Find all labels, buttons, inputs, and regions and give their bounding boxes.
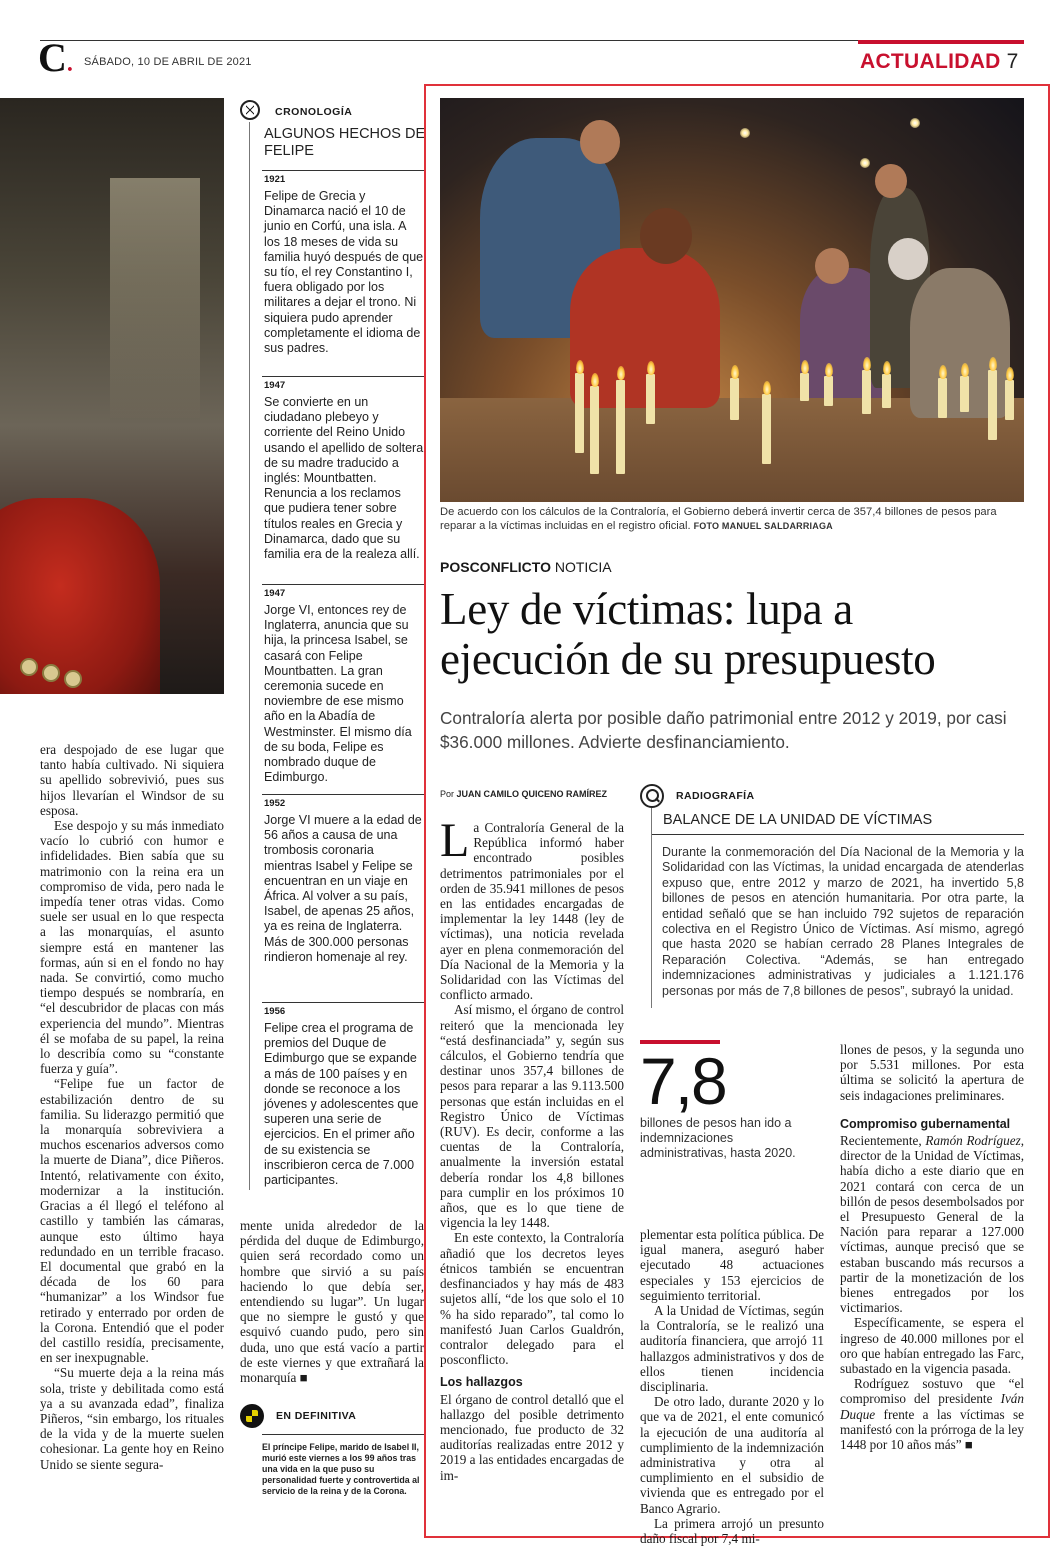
left-paragraph: “Su muerte deja a la reina más sola, triste y debilitada como está ya a su avanzada edad”, finaliza Piñeros, “sin embargo, los rituales de la vida y de la muerte suelen cohesionar. La gente hoy en Reino Unido se siente segura- (40, 1365, 224, 1472)
entry-year: 1947 (262, 376, 424, 395)
article-paragraph: De otro lado, durante 2020 y lo que va de 2021, el ente comunicó la ejecución de una auditoría al cumplimiento de la indemnización administrativa y otra al cumplimiento en el subsidio de vivienda que es entregado por el Banco Agrario. (640, 1394, 824, 1516)
article-paragraph: Así mismo, el órgano de control reiteró que la mencionada ley “está desfinanciada” y, según sus cálculos, el Gobierno tendría que destinar unos 357,4 billones de pesos para reparar a las 9.113.500 personas que están incluidas en el Registro Único de Víctimas (RUV). Es decir, conforme a las cuentas de la Contraloría, anualmente la inversión estatal debería rondar los 4,8 billones para cumplir en los próximos 10 años, que es lo que tiene de vigencia la ley 1448. (440, 1002, 624, 1231)
main-article-column-3 (840, 1042, 1024, 1452)
article-paragraph: Recientemente, Ramón Rodríguez, director de la Unidad de Víctimas, había dicho a este diario que en 2021 contará con cerca de un billón de pesos desembolsados por el Presupuesto General de la Nación para reparar a 127.000 víctimas, aunque precisó que se estaban buscando más recursos a partir de la monetización de los bienes entregados por los victimarios. (840, 1133, 1024, 1316)
entry-text: Jorge VI muere a la edad de 56 años a causa de una trombosis coronaria mientras Isabel y Felipe se encuentran en un viaje en África. Al volver a su país, Isabel, de apenas 25 años, ya es reina de Inglaterra. Más de 300.000 personas rindieron homenaje al rey. (264, 813, 422, 964)
entry-year: 1921 (262, 170, 424, 189)
kicker-section: POSCONFLICTO (440, 559, 551, 575)
article-paragraph: El órgano de control detalló que el hallazgo del posible detrimento mencionado, fue producto de 32 auditorías realizadas entre 2012 y 2019 a las entidades encargadas de im- (440, 1391, 624, 1483)
continuation-paragraph: mente unida alrededor de la pérdida del duque de Edimburgo, quien será recordado como un hombre que sirvió a su país haciendo lo que debía ser, entendiendo su lugar”. Un lugar que no siempre le gustó y que esquivó cuando pudo, pero sin duda, uno que está vacío a partir de este viernes y que extrañará la monarquía ■ (240, 1218, 424, 1386)
photo-caption (440, 505, 1024, 533)
byline (440, 789, 607, 799)
en-definitiva-label: EN DEFINITIVA (276, 1410, 357, 1422)
section-name: ACTUALIDAD (860, 50, 1001, 73)
entry-year: 1956 (262, 1002, 424, 1021)
entry-year: 1952 (262, 794, 424, 813)
main-article-column-1 (440, 814, 624, 1483)
radiografia-label: RADIOGRAFÍA (676, 790, 755, 802)
subtitle-compromiso: Compromiso gubernamental (840, 1116, 1011, 1131)
radiografia-rule (652, 834, 1024, 835)
radiografia-text: Durante la conmemoración del Día Nacional de la Memoria y la Solidaridad con las Víctimas, la unidad encargada de atenderlas expuso que, entre 2012 y marzo de 2021, ha invertido 5,8 billones de pesos en atención humanitaria. Por otra parte, la entidad señaló que se han incluido 792 sujetos de reparación colectiva en el Registro Único de Víctimas. Así mismo, agregó que hasta 2020 se habían cerrado 28 Planes Integrales de Reparación Colectiva. “Además, se han entregado indemnizaciones administrativas y judiciales a 1.121.176 personas por más de 7,8 billones de pesos”, subrayó la unidad. (662, 845, 1024, 998)
stat-description: billones de pesos han ido a indemnizaciones administrativas, hasta 2020. (640, 1116, 796, 1160)
cronologia-entry (262, 584, 424, 785)
page-number: 7 (1006, 50, 1019, 73)
person-name: Ramón Rodríguez (925, 1133, 1021, 1149)
cronologia-entry (262, 794, 424, 965)
byline-prefix: Por (440, 789, 455, 799)
hourglass-icon (240, 100, 260, 120)
prince-philip-photo (0, 98, 224, 694)
left-paragraph: era despojado de ese lugar que tanto había cultivado. Ni siquiera su apellido sobrevivió, pues sus hijos llevarían el Windsor de su esposa. (40, 742, 224, 818)
entry-text: Felipe crea el programa de premios del Duque de Edimburgo que se expande a más de 100 países y en donde se reconoce a los jóvenes y adolescentes que superen una serie de ejercicios. En el primer año de su existencia se inscribieron cerca de 7.000 participantes. (264, 1021, 419, 1188)
article-paragraph: Rodríguez sostuvo que “el compromiso del presidente Iván Duque frente a las víctimas se manifestó con la prórroga de la ley 1448 por 10 años más” ■ (840, 1376, 1024, 1453)
cronologia-label: CRONOLOGÍA (275, 106, 353, 118)
cronologia-entry (262, 376, 424, 562)
en-definitiva-rule (262, 1434, 424, 1435)
article-paragraph: plementar esta política pública. De igual manera, aseguró haber ejecutado 48 actuaciones especiales y 153 ejercicios de seguimiento territorial. (640, 1227, 824, 1303)
lead-paragraph: a Contraloría General de la República informó haber encontrado posibles detrimentos patrimoniales por el orden de 35.941 millones de pesos en las entidades encargadas de implementar la ley 1448 (ley de víctimas), una noticia revelada ayer en plena conmemoración del Día Nacional de la Memoria y la Solidaridad con las Víctimas del conflicto armado. (440, 820, 624, 1003)
magnifier-icon (640, 784, 664, 808)
article-paragraph: La primera arrojó un presunto daño fiscal por 7,4 mi- (640, 1515, 824, 1547)
cronologia-entry (262, 1002, 424, 1188)
person-name: Iván Duque (840, 1391, 1024, 1422)
entry-year: 1947 (262, 584, 424, 603)
caption-text: De acuerdo con los cálculos de la Contraloría, el Gobierno deberá invertir cerca de 357,4 billones de pesos para reparar a la víctimas incluidas en el registro oficial. (440, 506, 997, 532)
newspaper-logo: C. (38, 35, 73, 80)
article-paragraph: Específicamente, se espera el ingreso de 40.000 millones por el oro que habían entregado las Farc, subastado en la vigencia pasada. (840, 1315, 1024, 1377)
radiografia-divider (651, 808, 652, 1008)
radiografia-title: BALANCE DE LA UNIDAD DE VÍCTIMAS (663, 812, 933, 828)
cronologia-title: ALGUNOS HECHOS DE FELIPE (264, 126, 426, 159)
left-paragraph: “Felipe fue un factor de estabilización dentro de su familia. Su liderazgo permitió que la monarquía sobreviviera a muchos escenarios adversos como la muerte de Diana”, dice Piñeros. Intentó, relativamente con éxito, modernizar a la institución. Gracias a él llegó el teléfono al castillo y también las cámaras, aunque esto último haya redundado en un terrible fracaso. El documental que grabó en la década de los 60 para “humanizar” a los Windsor fue retirado y enterrado por orden de la Corona. Entendió que el poder del castillo residía, precisamente, en ser inexpugnable. (40, 1076, 224, 1366)
issue-date: SÁBADO, 10 DE ABRIL DE 2021 (84, 56, 252, 68)
section-accent-bar (858, 40, 1024, 44)
article-subhead: Contraloría alerta por posible daño patrimonial entre 2012 y 2019, por casi $36.000 millones. Advierte desfinanciamiento. (440, 708, 1007, 752)
entry-text: Se convierte en un ciudadano plebeyo y corriente del Reino Unido usando el apellido de soltera de su madre traducido a inglés: Mountbatten. Renuncia a los reclamos que pudiera tener sobre títulos reales en Grecia y Dinamarca, dado que su familia era de la realeza allí. (264, 395, 424, 562)
article-kicker (440, 559, 612, 575)
en-definitiva-text: El príncipe Felipe, marido de Isabel II, murió este viernes a los 99 años tras una vida en la que puso su personalidad fuerte y controvertida al servicio de la reina y de la Corona. (262, 1442, 420, 1496)
left-article-column (40, 742, 224, 1472)
article-paragraph: En este contexto, la Contraloría añadió que los decretos leyes étnicos también se encuentran desfinanciados y hay más de 483 sujetos allí, “de los que solo el 10 % ha sido reparado”, tal como lo manifestó Juan Carlos Gualdrón, contralor delegado para el posconflicto. (440, 1230, 624, 1368)
photo-credit: FOTO MANUEL SALDARRIAGA (693, 521, 833, 531)
candle-vigil-photo (440, 98, 1024, 502)
subtitle-hallazgos: Los hallazgos (440, 1375, 523, 1390)
stat-value: 7,8 (640, 1044, 726, 1118)
kicker-type: NOTICIA (554, 559, 612, 575)
main-article-column-2 (640, 1227, 824, 1546)
checkered-icon (240, 1404, 264, 1428)
article-paragraph: llones de pesos, y la segunda uno por 5.531 millones. Por esta última se solicitó la apertura de seis indagaciones preliminares. (840, 1042, 1024, 1103)
cronologia-entry (262, 170, 424, 356)
cronologia-divider (249, 122, 250, 1190)
entry-text: Felipe de Grecia y Dinamarca nació el 10 de junio en Corfú, una isla. A los 18 meses de vida su familia huyó después de que su tío, el rey Constantino I, fuera obligado por los militares a dejar el trono. Ni siquiera pudo aprender completamente el idioma de sus padres. (264, 189, 424, 356)
entry-text: Jorge VI, entonces rey de Inglaterra, anuncia que su hija, la princesa Isabel, se casará con Felipe Mountbatten. La gran ceremonia sucede en noviembre de ese mismo año en la Abadía de Westminster. El mismo día de su boda, Felipe es nombrado duque de Edimburgo. (264, 603, 412, 785)
article-headline: Ley de víctimas: lupa a ejecución de su presupuesto (440, 584, 936, 684)
dropcap: L (440, 814, 470, 867)
byline-author: JUAN CAMILO QUICENO RAMÍREZ (456, 789, 608, 799)
article-paragraph: A la Unidad de Víctimas, según la Contraloría, se le realizó una auditoría financiera, que arrojó 11 hallazgos administrativos y dos de ellos tienen incidencia disciplinaria. (640, 1303, 824, 1395)
left-paragraph: Ese despojo y su más inmediato vacío lo cubrió con humor e infidelidades. Bien sabía que su matrimonio con la reina era un compromiso de vida, pero nada le impedía tener otras vidas. Como suele ser usual en lo que respecta a las monarquías, el asunto siempre está en mantener las formas, aún si en el fondo no hay nada. Se convirtió, como mucho tiempo después se nombraría, en “el descubridor de placas con más experiencia del mundo”. Mientras él se mofaba de su papel, la reina lo describía como su “constante fuerza y guía”. (40, 818, 224, 1077)
section-header (860, 50, 1019, 74)
left-article-continuation (240, 1218, 424, 1385)
